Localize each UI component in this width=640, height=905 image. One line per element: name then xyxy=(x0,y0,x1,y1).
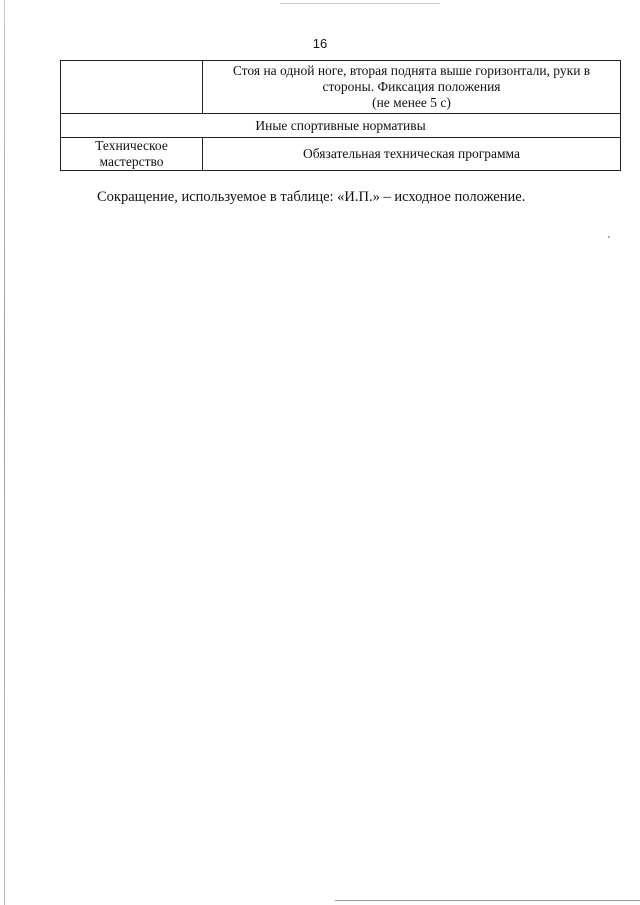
norms-table xyxy=(60,60,621,171)
abbreviation-note: Сокращение, используемое в таблице: «И.П.» – исходное положение. xyxy=(97,189,526,205)
category-line: мастерство xyxy=(99,154,164,169)
table-cell-category xyxy=(61,138,203,171)
scan-edge-bottom xyxy=(335,900,640,901)
table-section-row xyxy=(61,114,621,138)
section-header: Иные спортивные нормативы xyxy=(61,114,621,138)
table-row xyxy=(61,138,621,171)
exercise-line: стороны. Фиксация положения xyxy=(322,79,501,94)
scan-edge-top xyxy=(280,3,440,4)
table-cell-category xyxy=(61,61,203,114)
category-line: Техническое xyxy=(95,138,168,153)
scan-speck xyxy=(608,236,610,238)
page-number: 16 xyxy=(312,36,328,51)
table-cell-requirement: Обязательная техническая программа xyxy=(203,138,621,171)
exercise-line: Стоя на одной ноге, вторая поднята выше горизонтали, руки в xyxy=(232,63,591,78)
table-row xyxy=(61,61,621,114)
exercise-line: (не менее 5 с) xyxy=(372,95,451,110)
table-cell-exercise xyxy=(203,61,621,114)
scan-edge-left xyxy=(4,0,5,905)
